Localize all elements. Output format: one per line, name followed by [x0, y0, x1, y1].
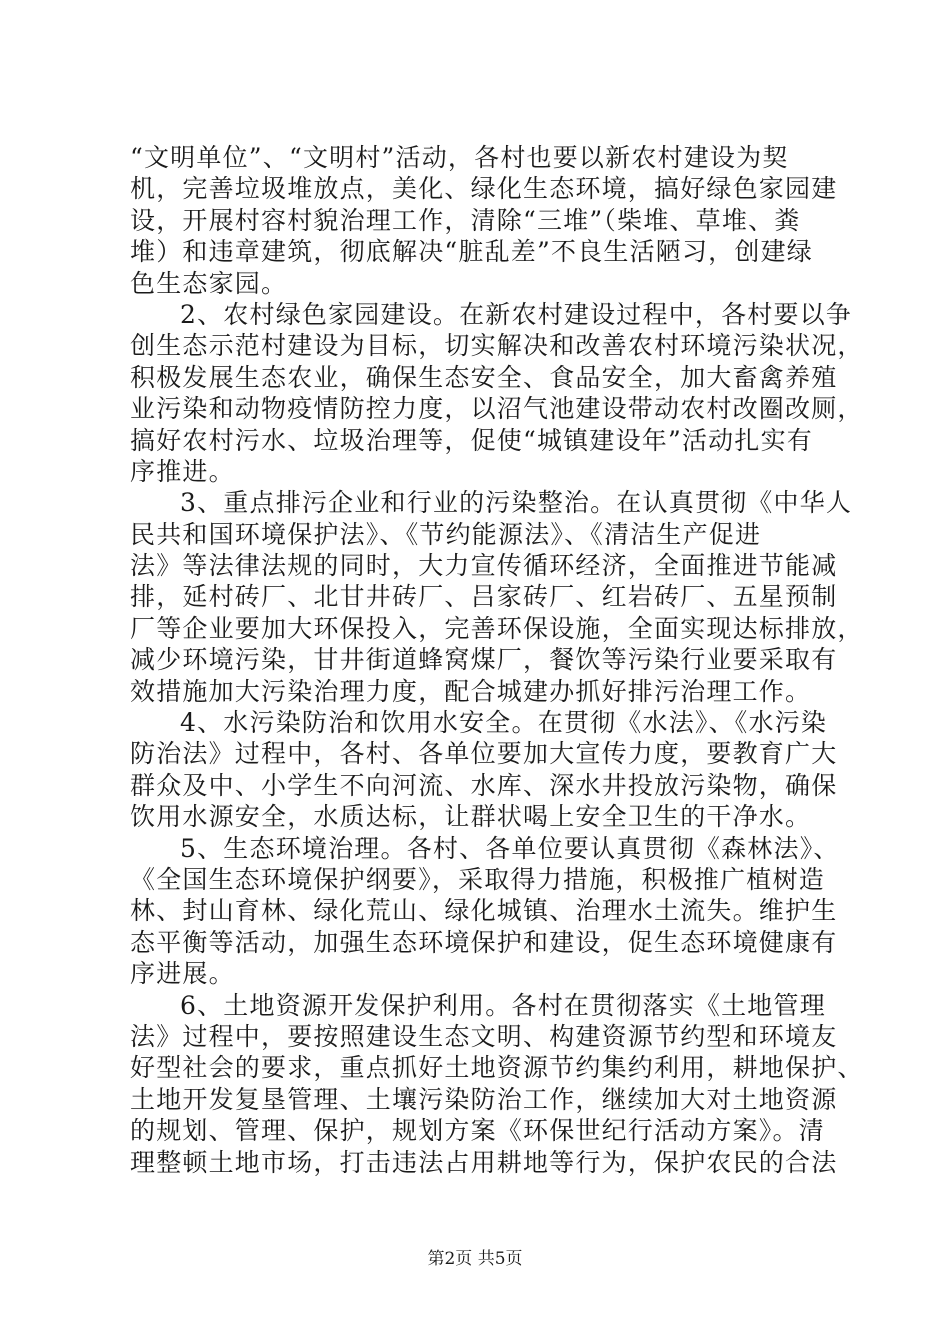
- text-line: 群众及中、小学生不向河流、水库、深水井投放污染物，确保: [130, 770, 838, 800]
- page-number-footer: 第2页 共5页: [427, 1249, 523, 1269]
- text-line: 设，开展村容村貌治理工作，清除“三堆”（柴堆、草堆、粪: [130, 205, 801, 235]
- text-line: 创生态示范村建设为目标，切实解决和改善农村环境污染状况，: [130, 331, 864, 361]
- text-line: 搞好农村污水、垃圾治理等，促使“城镇建设年”活动扎实有: [130, 425, 813, 455]
- text-line: 业污染和动物疫情防控力度，以沼气池建设带动农村改圈改厕，: [130, 394, 864, 424]
- text-line: 序推进。: [130, 456, 235, 486]
- paragraph-item-4: [130, 707, 838, 833]
- text-line: “文明单位”、“文明村”活动，各村也要以新农村建设为契: [130, 143, 789, 172]
- paragraph-item-2: [130, 299, 864, 487]
- text-line: 法》等法律法规的同时，大力宣传循环经济，全面推进节能减: [130, 551, 838, 581]
- paragraph-item-3: [130, 487, 864, 707]
- text-line: 厂等企业要加大环保投入，完善环保设施，全面实现达标排放，: [130, 613, 864, 643]
- text-line: 土地开发复垦管理、土壤污染防治工作，继续加大对土地资源: [130, 1084, 838, 1114]
- paragraph-item-6: [130, 990, 864, 1178]
- document-body: [130, 142, 864, 1178]
- text-line: 色生态家园。: [130, 268, 288, 298]
- text-line: 好型社会的要求，重点抓好土地资源节约集约利用，耕地保护、: [130, 1053, 864, 1083]
- text-line: 堆）和违章建筑，彻底解决“脏乱差”不良生活陋习，创建绿: [130, 237, 813, 267]
- text-line: 6、土地资源开发保护利用。各村在贯彻落实《土地管理: [180, 990, 826, 1020]
- text-line: 法》过程中，要按照建设生态文明、构建资源节约型和环境友: [130, 1021, 838, 1051]
- text-line: 机，完善垃圾堆放点，美化、绿化生态环境，搞好绿色家园建: [130, 174, 838, 204]
- paragraph-item-5: [130, 833, 840, 990]
- paragraph-intro-continued: [130, 142, 838, 299]
- text-line: 饮用水源安全，水质达标，让群状喝上安全卫生的干净水。: [130, 802, 812, 832]
- text-line: 《全国生态环境保护纲要》，采取得力措施，积极推广植树造: [130, 864, 825, 894]
- text-line: 态平衡等活动，加强生态环境保护和建设，促生态环境健康有: [130, 927, 838, 957]
- text-line: 5、生态环境治理。各村、各单位要认真贯彻《森林法》、: [180, 833, 840, 863]
- text-line: 积极发展生态农业，确保生态安全、食品安全，加大畜禽养殖: [130, 362, 838, 392]
- text-line: 排，延村砖厂、北甘井砖厂、吕家砖厂、红岩砖厂、五星预制: [130, 582, 838, 612]
- text-line: 序进展。: [130, 959, 235, 989]
- text-line: 的规划、管理、保护，规划方案《环保世纪行活动方案》。清: [130, 1116, 825, 1146]
- text-line: 理整顿土地市场，打击违法占用耕地等行为，保护农民的合法: [130, 1147, 838, 1177]
- text-line: 2、农村绿色家园建设。在新农村建设过程中，各村要以争: [180, 299, 853, 329]
- text-line: 林、封山育林、绿化荒山、绿化城镇、治理水土流失。维护生: [130, 896, 838, 926]
- text-line: 4、水污染防治和饮用水安全。在贯彻《水法》、《水污染: [180, 708, 828, 738]
- text-line: 3、重点排污企业和行业的污染整治。在认真贯彻《中华人: [180, 488, 853, 518]
- text-line: 民共和国环境保护法》、《节约能源法》、《清洁生产促进: [130, 519, 762, 549]
- text-line: 防治法》过程中，各村、各单位要加大宣传力度，要教育广大: [130, 739, 838, 769]
- text-line: 减少环境污染，甘井街道蜂窝煤厂，餐饮等污染行业要采取有: [130, 645, 838, 675]
- text-line: 效措施加大污染治理力度，配合城建办抓好排污治理工作。: [130, 676, 812, 706]
